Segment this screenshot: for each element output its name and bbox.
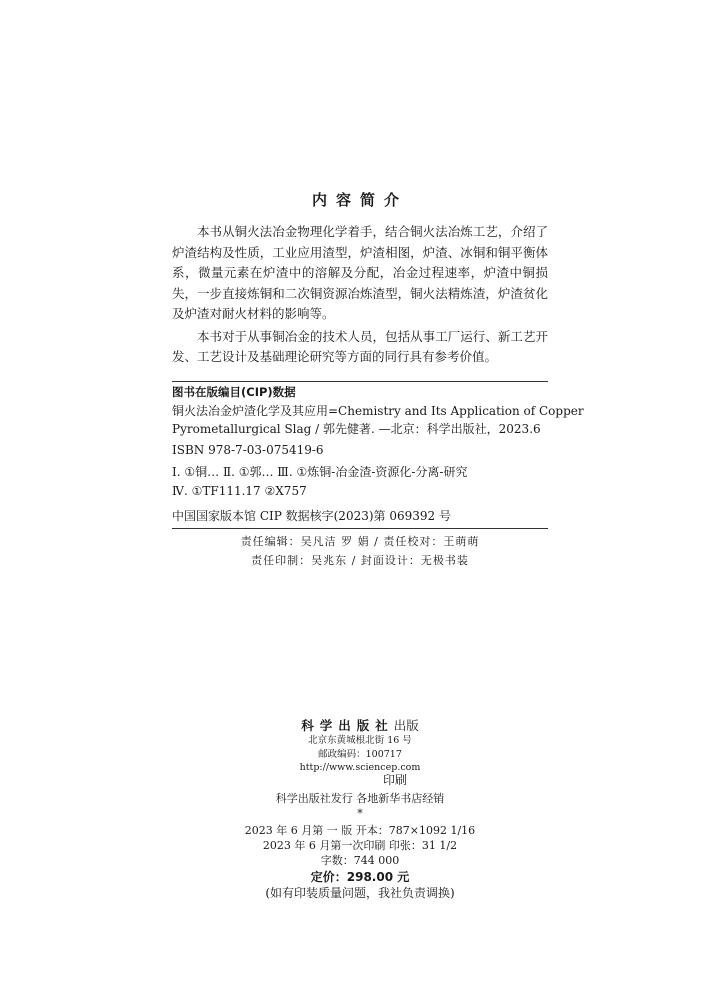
cip-isbn: ISBN 978-7-03-075419-6 [172,443,324,457]
quality-notice: (如有印装质量问题，我社负责调换) [265,886,455,900]
printer-line [0,772,720,788]
word-count: 字数：744 000 [320,854,400,867]
cip-bottom-rule [172,528,548,529]
separator-star: * [357,807,363,820]
publisher-address: 北京东黄城根北街 16 号 [308,735,412,746]
cip-classification-line-1: Ⅰ. ①铜… Ⅱ. ①郭… Ⅲ. ①炼铜-冶金渣-资源化-分离-研究 [172,465,468,479]
publisher-postcode: 邮政编码：100717 [318,749,402,760]
print-suffix: 印刷 [382,773,407,787]
editor-credits: 责任编辑：吴凡洁 罗 娟 / 责任校对：王萌萌 [240,535,480,548]
cip-record-number: 中国国家版本馆 CIP 数据核字(2023)第 069392 号 [172,509,451,523]
production-credits: 责任印制：吴兆东 / 封面设计：无极书装 [251,554,469,567]
publisher-suffix: 出版 [393,718,419,733]
cip-classification-line-2: Ⅳ. ①TF111.17 ②X757 [172,484,307,498]
publisher-url: http://www.sciencep.com [299,762,421,773]
book-summary [172,222,548,370]
distribution-line: 科学出版社发行 各地新华书店经销 [275,792,445,805]
price: 定价：298.00 元 [310,870,410,884]
summary-paragraph-2: 本书对于从事铜冶金的技术人员，包括从事工厂运行、新工艺开发、工艺设计及基础理论研究等方面的同行具有参考价值。 [172,328,548,364]
publisher-name: 科学出版社 [301,718,394,733]
cip-heading: 图书在版编目(CIP)数据 [172,385,296,399]
cip-title-line-2: Pyrometallurgical Slag / 郭先健著. —北京：科学出版社，2023.6 [172,422,541,436]
printing-line: 2023 年 6 月第一次印刷 印张：31 1/2 [262,839,458,852]
section-title: 内容简介 [311,191,408,209]
edition-line: 2023 年 6 月第 一 版 开本：787×1092 1/16 [244,824,476,837]
cip-top-rule [172,381,548,382]
publisher-line [0,715,720,734]
cip-title-line-1: 铜火法冶金炉渣化学及其应用=Chemistry and Its Application of Copper [172,404,584,418]
summary-paragraph-1: 本书从铜火法冶金物理化学着手，结合铜火法冶炼工艺，介绍了炉渣结构及性质，工业应用渣型，炉渣相图，炉渣、冰铜和铜平衡体系，微量元素在炉渣中的溶解及分配，冶金过程速率，炉渣中铜损失，一步直接炼铜和二次铜资源冶炼渣型，铜火法精炼渣，炉渣贫化及炉渣对耐火材料的影响等。 [172,224,548,321]
